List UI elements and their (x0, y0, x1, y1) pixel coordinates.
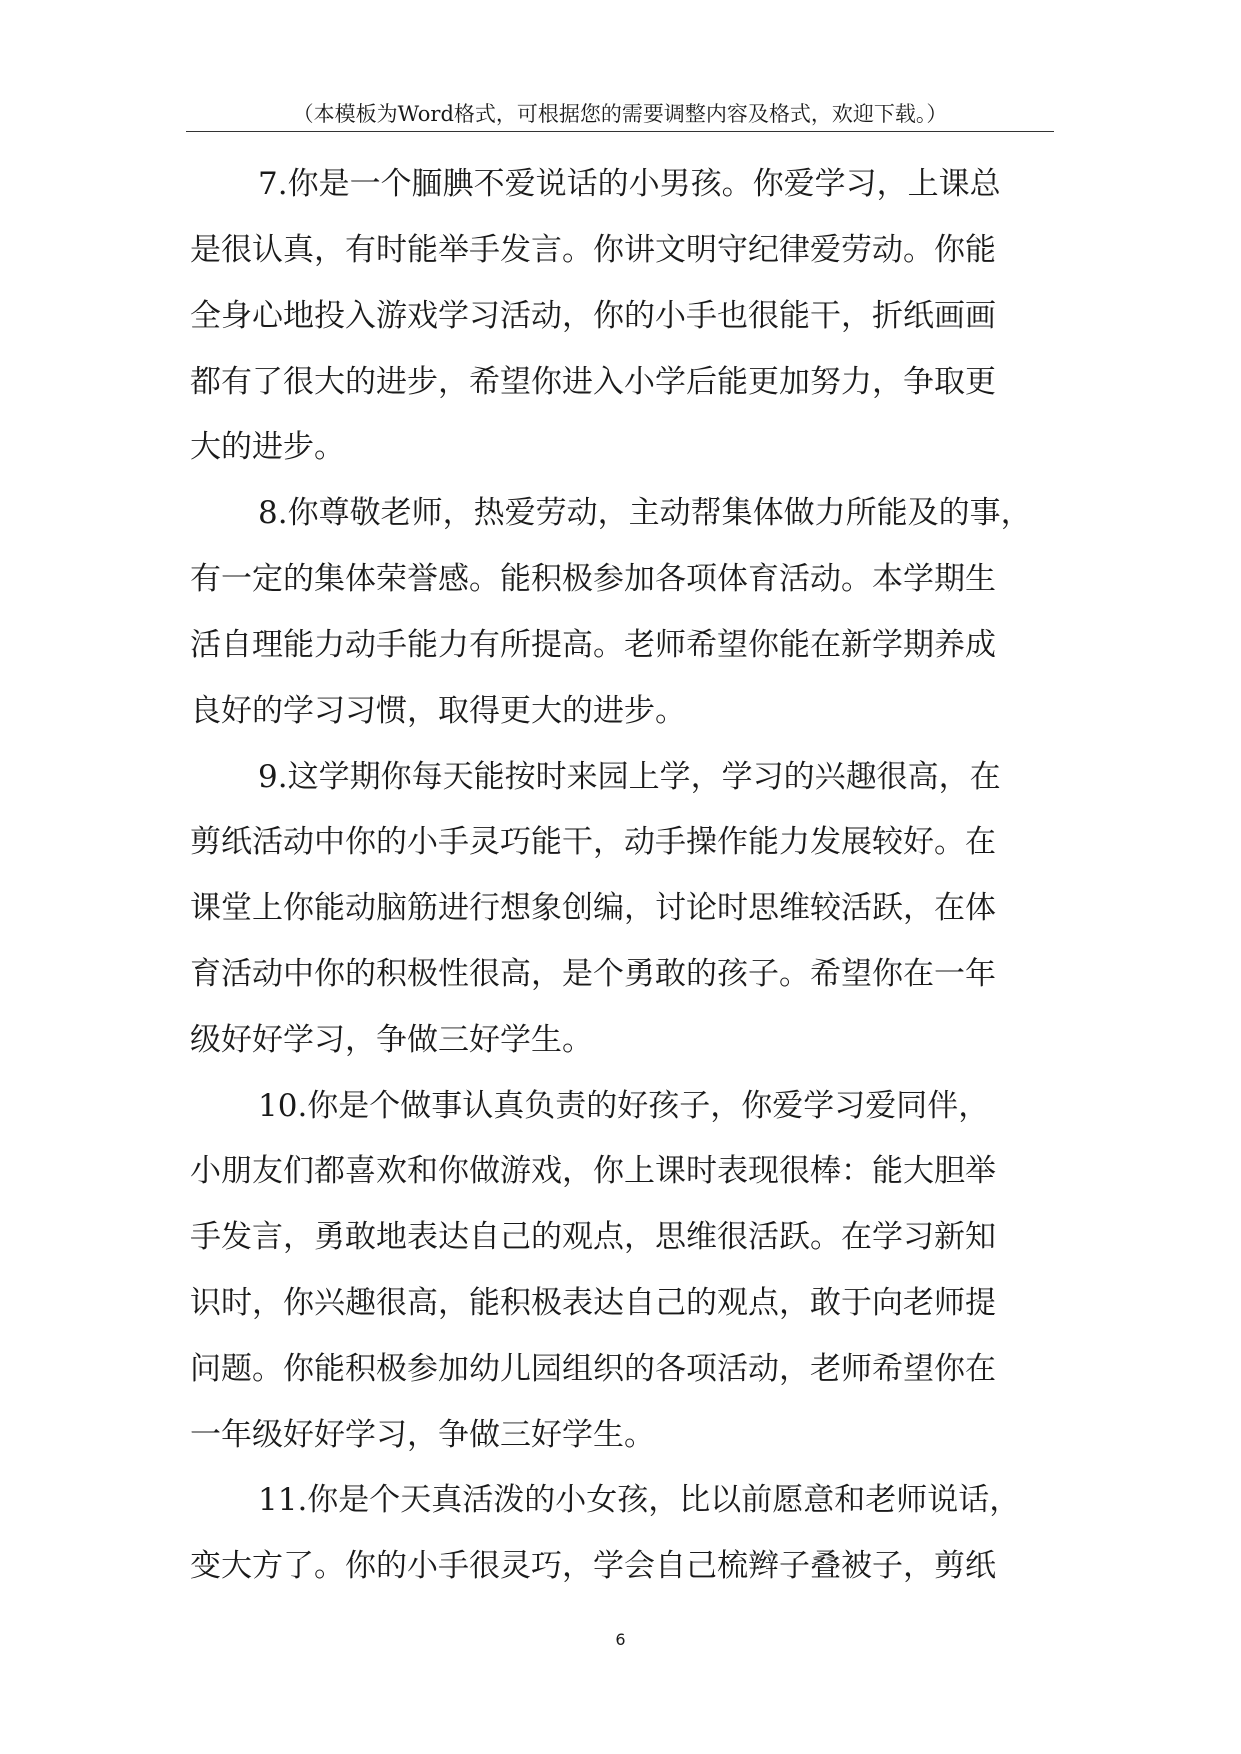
paragraph-9-line-1: 9.这学期你每天能按时来园上学，学习的兴趣很高，在 (258, 759, 1001, 795)
paragraph-7-line-3: 全身心地投入游戏学习活动，你的小手也很能干，折纸画画 (190, 298, 996, 334)
paragraph-7-line-2: 是很认真，有时能举手发言。你讲文明守纪律爱劳动。你能 (190, 232, 996, 268)
paragraph-7-line-1: 7.你是一个腼腆不爱说话的小男孩。你爱学习，上课总 (258, 166, 1001, 202)
paragraph-8-line-1: 8.你尊敬老师，热爱劳动，主动帮集体做力所能及的事， (258, 495, 1032, 531)
paragraph-8-line-4: 良好的学习习惯，取得更大的进步。 (190, 693, 686, 729)
paragraph-9-line-5: 级好好学习，争做三好学生。 (190, 1022, 593, 1058)
paragraph-8-line-2: 有一定的集体荣誉感。能积极参加各项体育活动。本学期生 (190, 561, 996, 597)
paragraph-8-line-3: 活自理能力动手能力有所提高。老师希望你能在新学期养成 (190, 627, 996, 663)
paragraph-9-line-3: 课堂上你能动脑筋进行想象创编，讨论时思维较活跃，在体 (190, 890, 996, 926)
paragraph-9-line-4: 育活动中你的积极性很高，是个勇敢的孩子。希望你在一年 (190, 956, 996, 992)
paragraph-10-line-1: 10.你是个做事认真负责的好孩子，你爱学习爱同伴， (258, 1088, 990, 1124)
paragraph-9-line-2: 剪纸活动中你的小手灵巧能干，动手操作能力发展较好。在 (190, 824, 996, 860)
paragraph-10-line-4: 识时，你兴趣很高，能积极表达自己的观点，敢于向老师提 (190, 1285, 996, 1321)
template-note-header: （本模板为Word格式，可根据您的需要调整内容及格式，欢迎下载。） (292, 102, 948, 126)
page-number: 6 (615, 1630, 626, 1649)
paragraph-10-line-3: 手发言，勇敢地表达自己的观点，思维很活跃。在学习新知 (190, 1219, 996, 1255)
paragraph-11-line-1: 11.你是个天真活泼的小女孩，比以前愿意和老师说话， (258, 1482, 1021, 1518)
paragraph-10-line-5: 问题。你能积极参加幼儿园组织的各项活动，老师希望你在 (190, 1351, 996, 1387)
paragraph-11-line-2: 变大方了。你的小手很灵巧，学会自己梳辫子叠被子，剪纸 (190, 1548, 996, 1584)
paragraph-7-line-5: 大的进步。 (190, 429, 345, 465)
paragraph-10-line-2: 小朋友们都喜欢和你做游戏，你上课时表现很棒：能大胆举 (190, 1153, 996, 1189)
paragraph-10-line-6: 一年级好好学习，争做三好学生。 (190, 1417, 655, 1453)
header-divider (186, 131, 1054, 132)
paragraph-7-line-4: 都有了很大的进步，希望你进入小学后能更加努力，争取更 (190, 364, 996, 400)
